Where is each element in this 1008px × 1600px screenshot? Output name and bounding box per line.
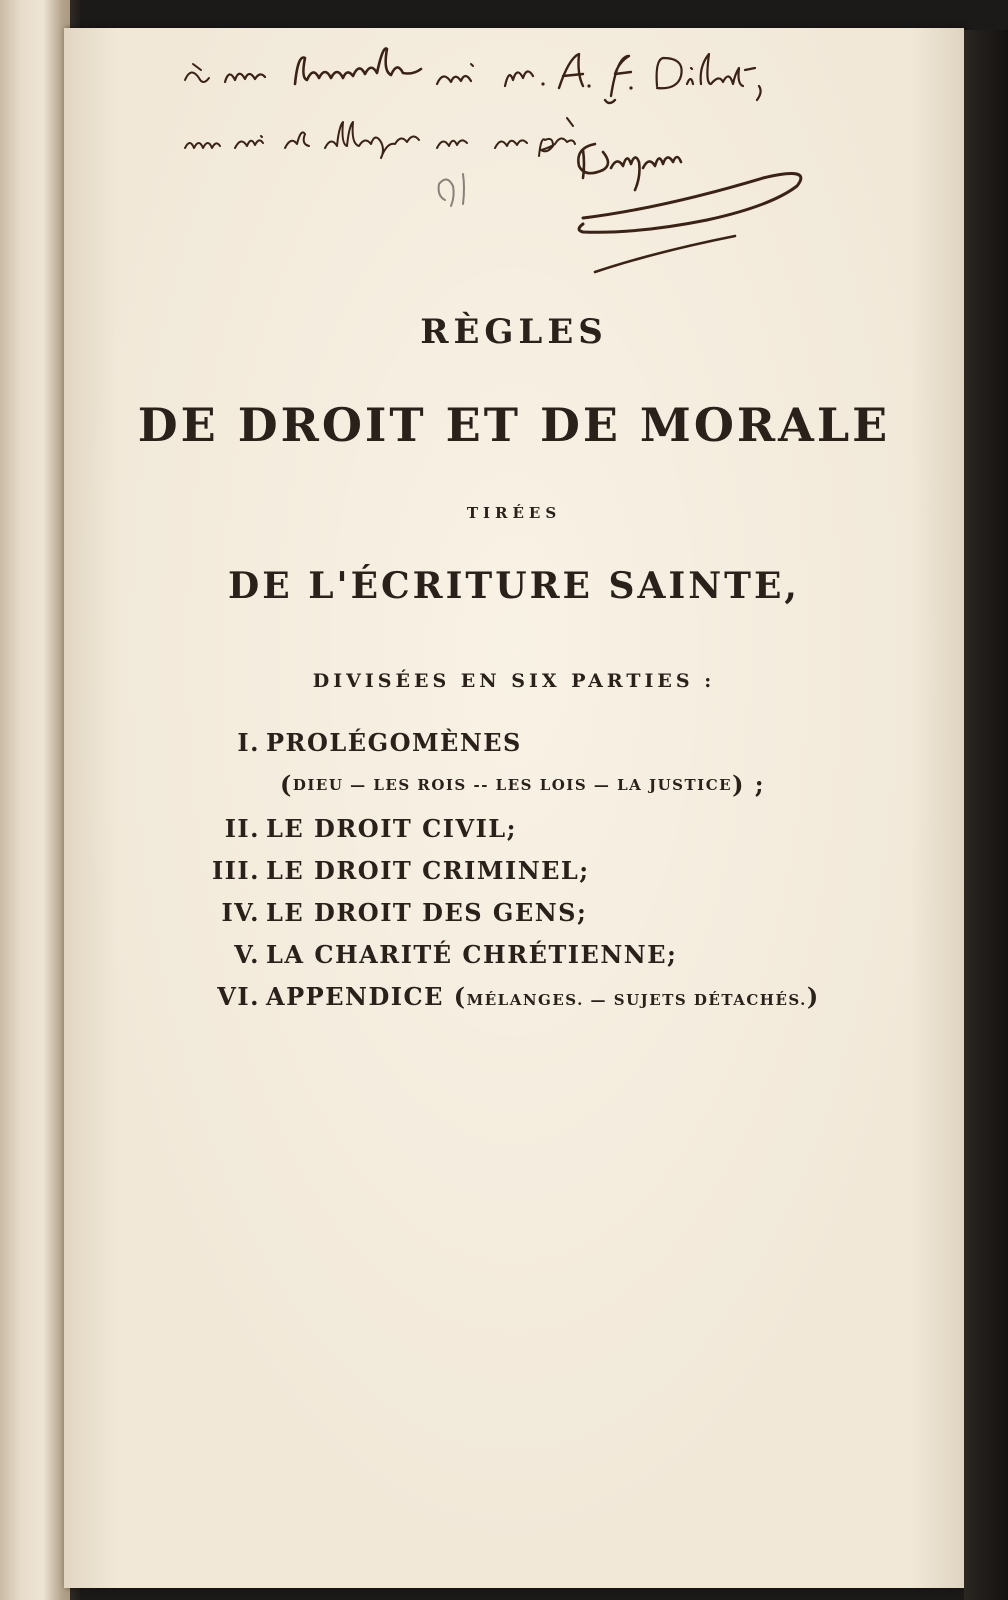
paren-open: (	[280, 770, 293, 799]
part-numeral: VI.	[217, 982, 260, 1011]
part-label: LE DROIT DES GENS;	[266, 898, 588, 927]
part-row	[190, 728, 830, 770]
part-numeral: I.	[237, 728, 260, 757]
title-tirees: TIRÉES	[466, 504, 562, 522]
part-label: APPENDICE	[266, 982, 444, 1011]
part1-subtitle	[190, 770, 830, 806]
paren-close: ) ;	[732, 770, 766, 799]
part-row	[190, 982, 830, 1024]
part-numeral: III.	[211, 856, 260, 885]
part-label: LE DROIT CRIMINEL;	[266, 856, 590, 885]
part-row	[190, 940, 830, 982]
handwritten-inscription	[175, 40, 825, 280]
part-label: LE DROIT CIVIL;	[266, 814, 518, 843]
part-label: LA CHARITÉ CHRÉTIENNE;	[266, 940, 678, 969]
title-divisees: DIVISÉES EN SIX PARTIES :	[312, 670, 716, 692]
part1-subtitle-text: DIEU — LES ROIS -- LES LOIS — LA JUSTICE	[292, 776, 733, 794]
parts-list	[190, 728, 830, 1024]
paren-close: )	[806, 982, 820, 1011]
part-label: PROLÉGOMÈNES	[266, 728, 522, 757]
part-numeral: V.	[234, 940, 260, 969]
part-row	[190, 898, 830, 940]
title-regles: RÈGLES	[420, 312, 608, 352]
title-droit-morale: DE DROIT ET DE MORALE	[137, 398, 891, 452]
title-ecriture-sainte: DE L'ÉCRITURE SAINTE,	[228, 565, 800, 607]
part-numeral: IV.	[221, 898, 260, 927]
part-row	[190, 814, 830, 856]
dark-background-edge	[964, 30, 1008, 1600]
part6-subtitle-text: MÉLANGES. — SUJETS DÉTACHÉS.	[466, 991, 807, 1009]
part-row	[190, 856, 830, 898]
part-numeral: II.	[224, 814, 260, 843]
paren-open: (	[453, 982, 467, 1011]
